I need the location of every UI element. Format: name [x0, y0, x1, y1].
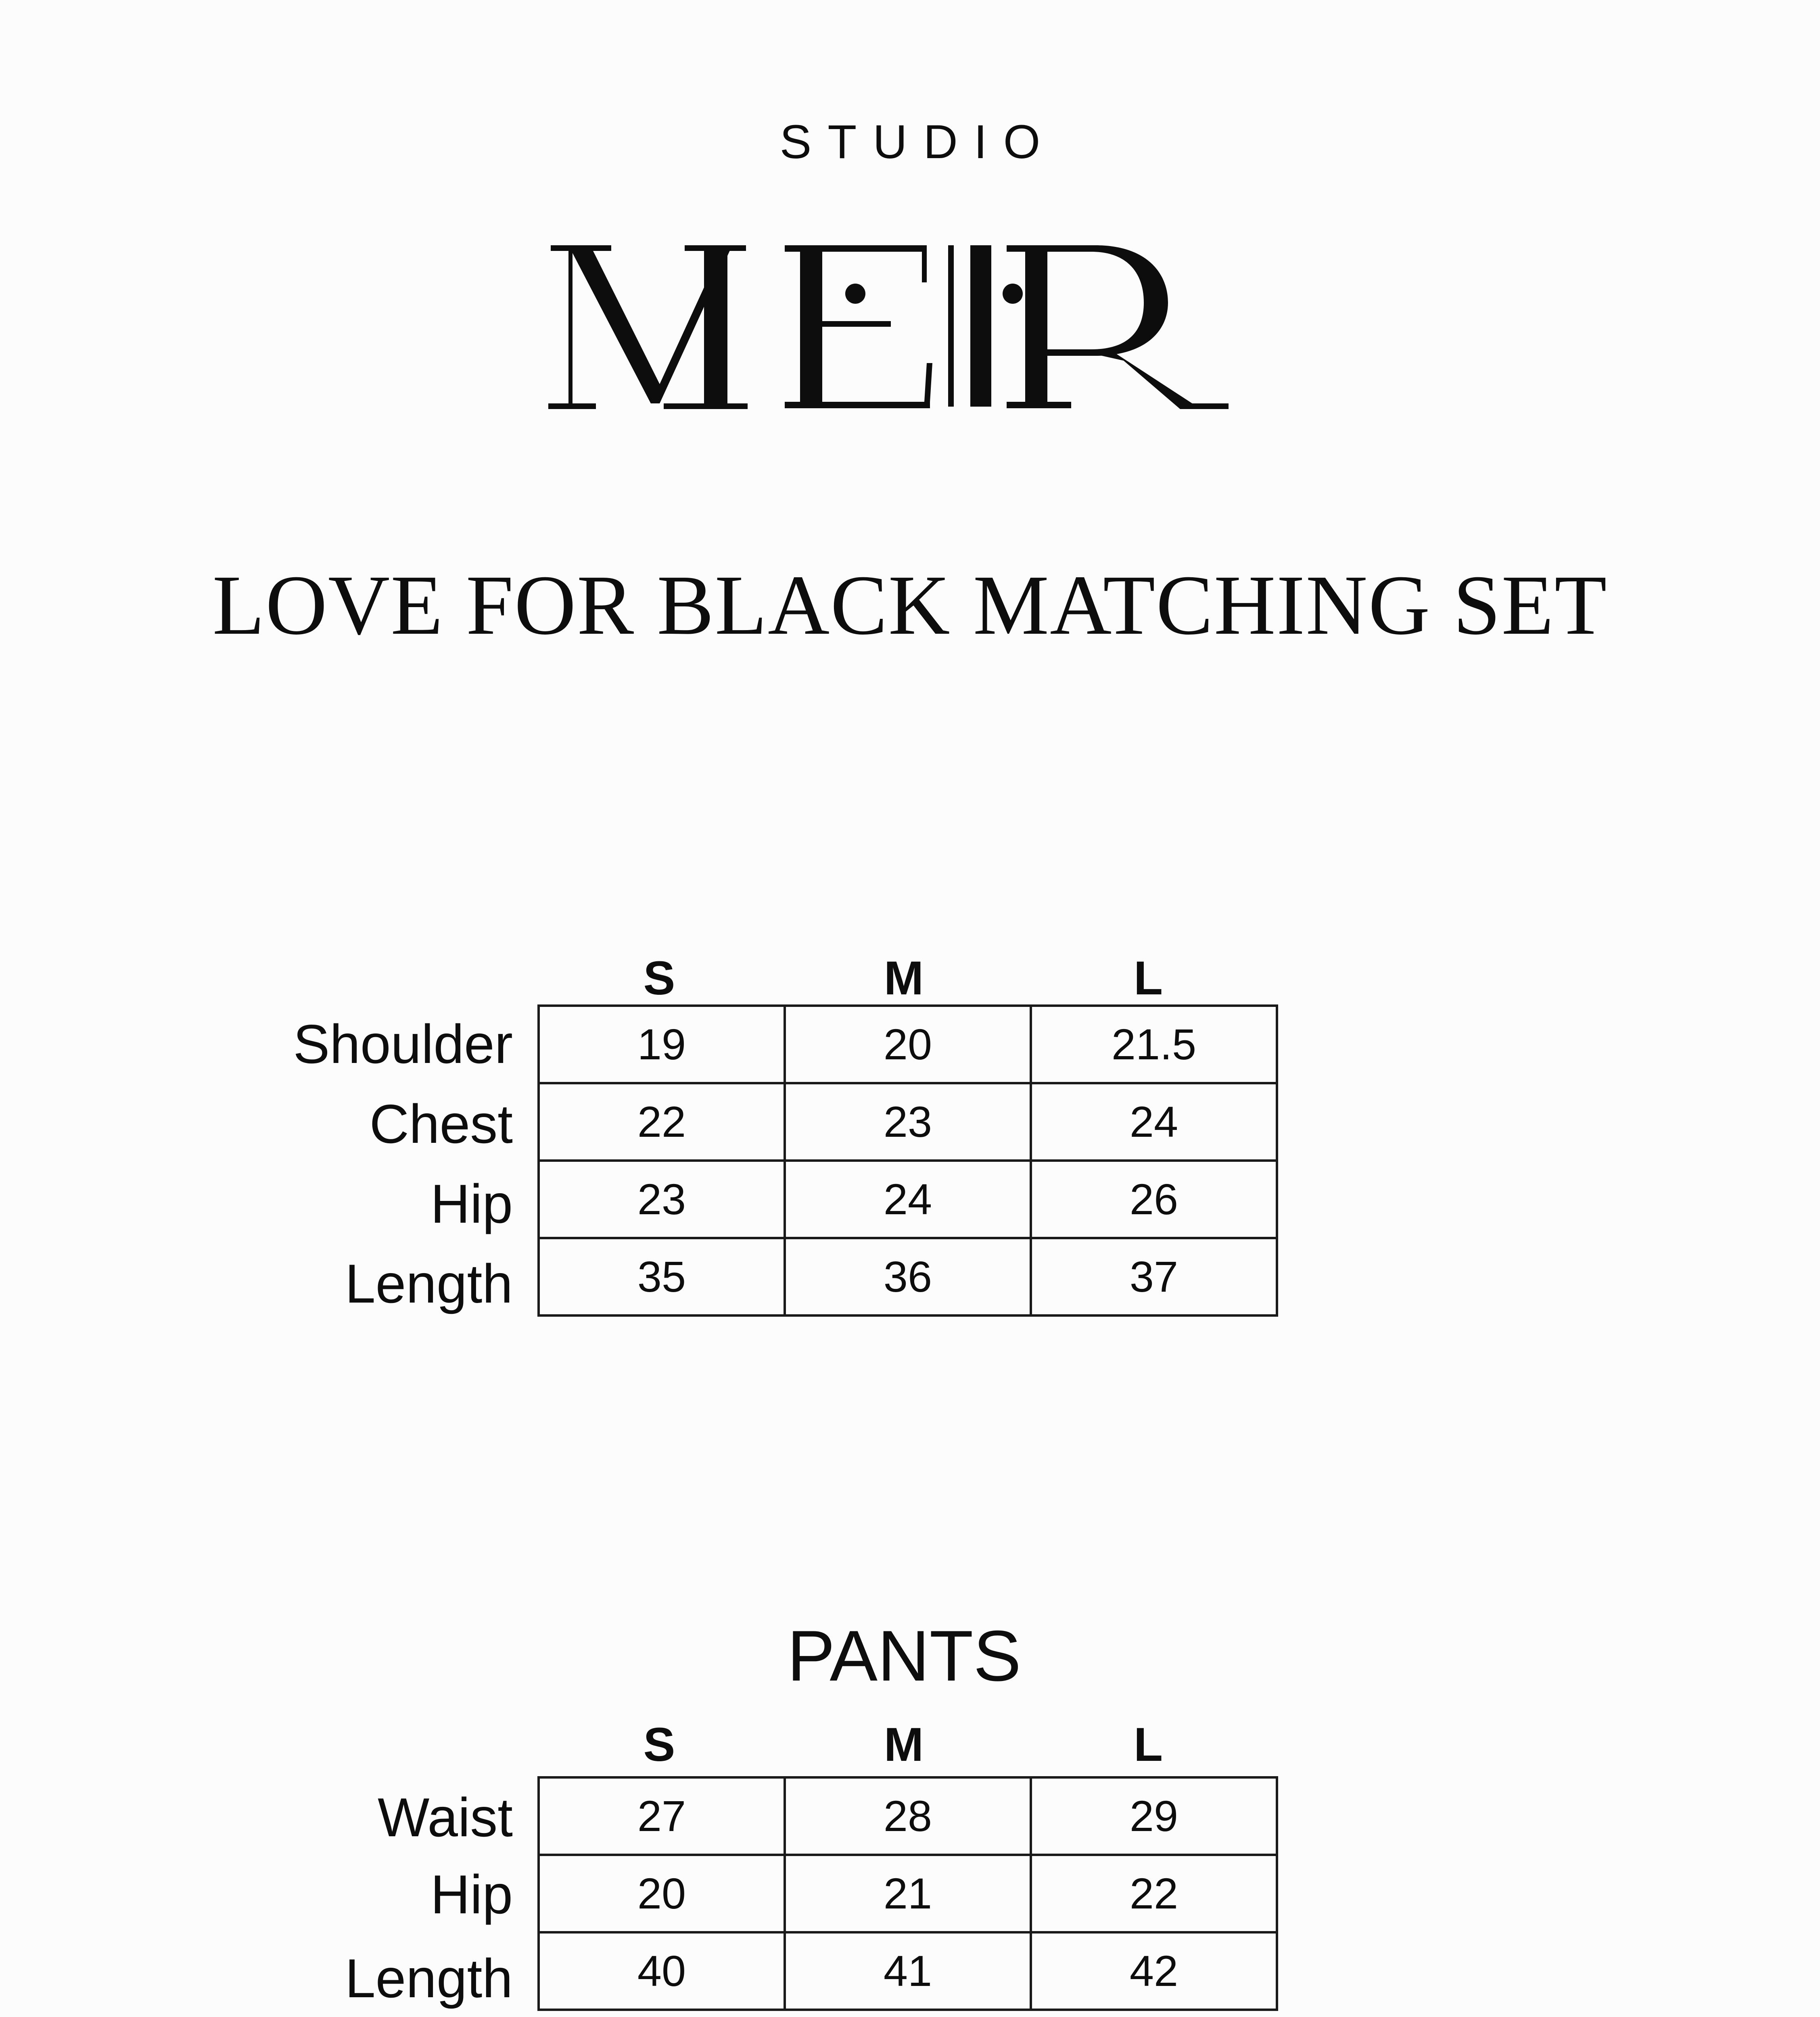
table-row — [539, 1006, 1277, 1083]
row-label-length: Length — [345, 1253, 513, 1314]
table-cell: 40 — [539, 1932, 785, 2010]
brand-studio-text: STUDIO — [779, 115, 1057, 169]
table-cell: 23 — [785, 1083, 1031, 1161]
brand-logo — [543, 226, 1241, 424]
row-label-hip: Hip — [430, 1864, 513, 1925]
table-cell: 42 — [1031, 1932, 1277, 2010]
table-cell: 19 — [539, 1006, 785, 1083]
product-title: LOVE FOR BLACK MATCHING SET — [212, 557, 1608, 652]
row-label-hip: Hip — [430, 1173, 513, 1234]
table-cell: 35 — [539, 1238, 785, 1315]
table-row — [539, 1777, 1277, 1855]
table-row — [539, 1855, 1277, 1932]
table-row — [539, 1238, 1277, 1315]
size-header-l: L — [1133, 1718, 1163, 1771]
size-header-l: L — [1133, 952, 1163, 1005]
table-cell: 20 — [785, 1006, 1031, 1083]
table-cell: 36 — [785, 1238, 1031, 1315]
table-row — [539, 1083, 1277, 1161]
table-cell: 20 — [539, 1855, 785, 1932]
table-cell: 29 — [1031, 1777, 1277, 1855]
table-cell: 26 — [1031, 1161, 1277, 1238]
table-cell: 22 — [1031, 1855, 1277, 1932]
size-header-m: M — [884, 952, 924, 1005]
pants-section-title: PANTS — [787, 1616, 1022, 1696]
table-cell: 37 — [1031, 1238, 1277, 1315]
row-label-length: Length — [345, 1948, 513, 2009]
table-row — [539, 1161, 1277, 1238]
row-label-chest: Chest — [369, 1093, 513, 1155]
size-header-s: S — [643, 1718, 675, 1771]
table-cell: 22 — [539, 1083, 785, 1161]
table-cell: 21 — [785, 1855, 1031, 1932]
size-header-m: M — [884, 1718, 924, 1771]
top-size-table — [537, 1004, 1278, 1317]
table-cell: 27 — [539, 1777, 785, 1855]
table-cell: 24 — [785, 1161, 1031, 1238]
table-cell: 21.5 — [1031, 1006, 1277, 1083]
table-cell: 24 — [1031, 1083, 1277, 1161]
table-cell: 23 — [539, 1161, 785, 1238]
table-cell: 41 — [785, 1932, 1031, 2010]
table-row — [539, 1932, 1277, 2010]
row-label-waist: Waist — [378, 1787, 513, 1848]
size-header-s: S — [643, 952, 675, 1005]
pants-size-table — [537, 1776, 1278, 2011]
row-label-shoulder: Shoulder — [293, 1013, 513, 1075]
table-cell: 28 — [785, 1777, 1031, 1855]
